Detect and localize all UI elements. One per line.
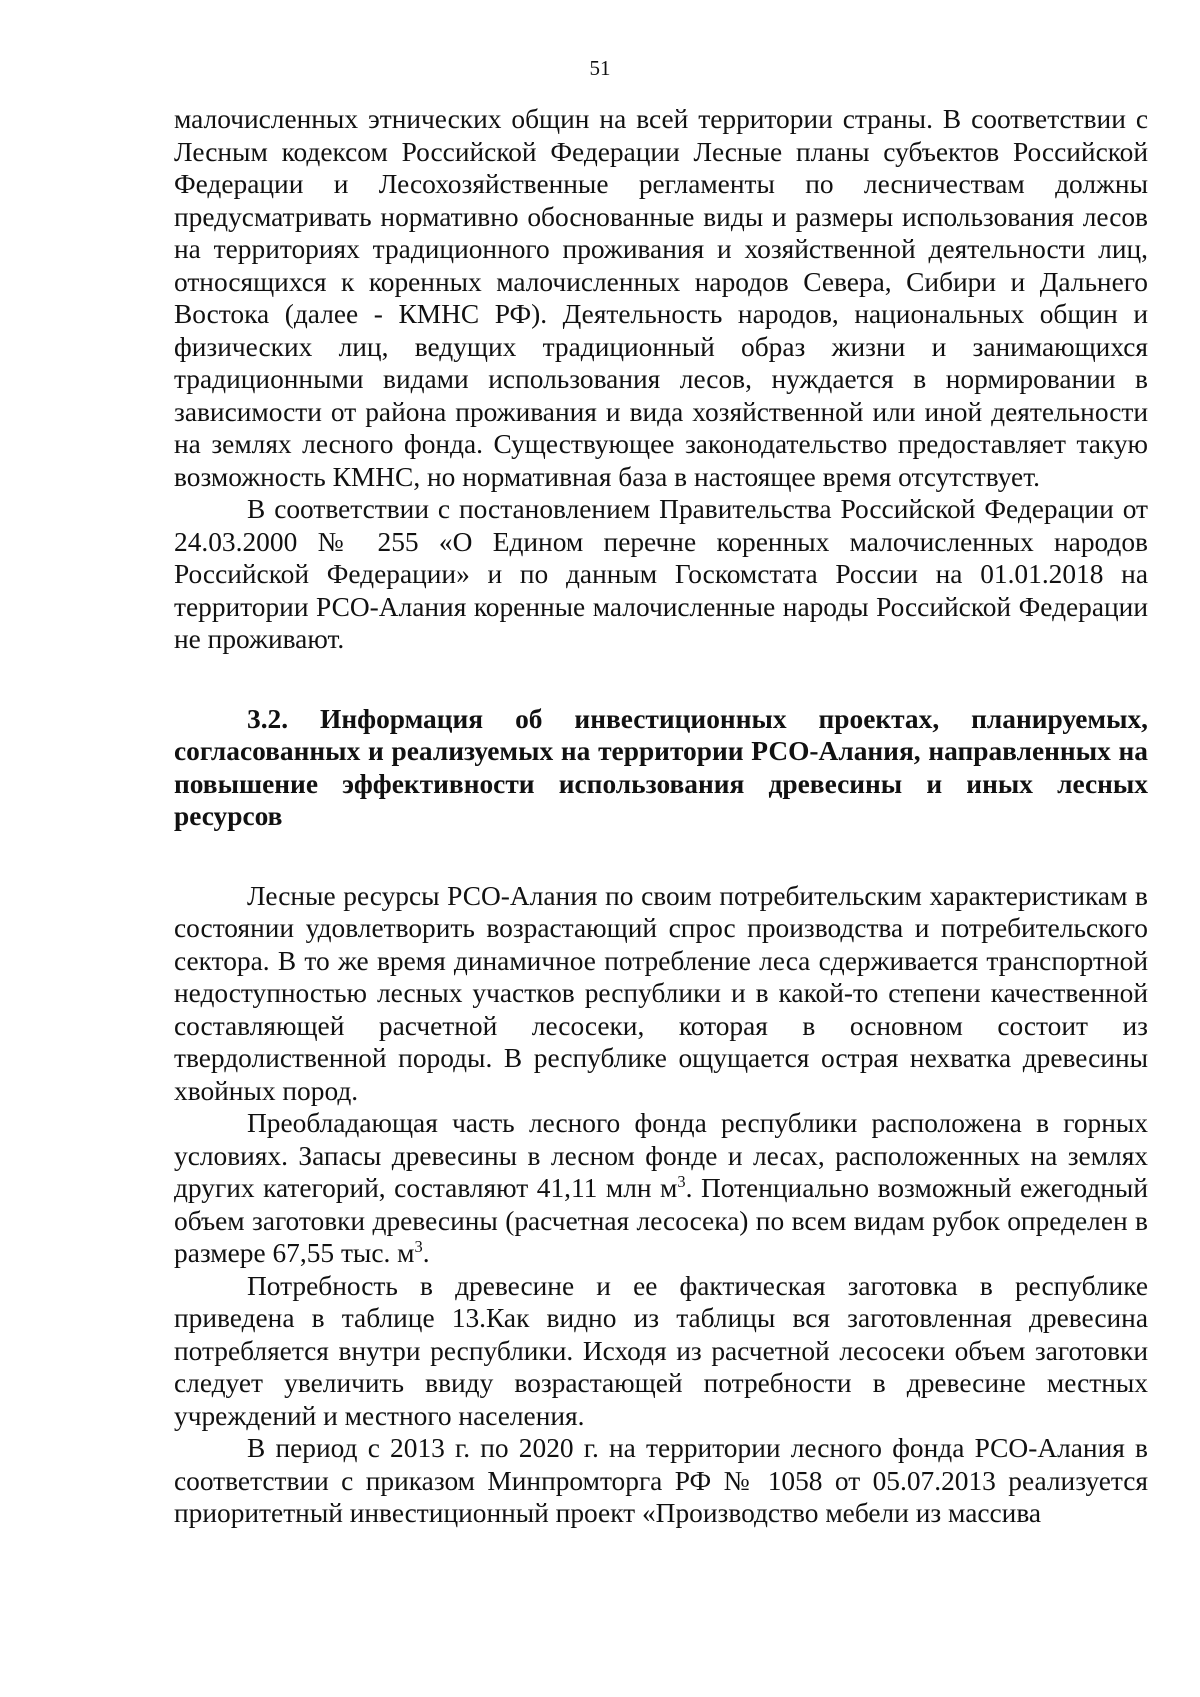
paragraph-investment-project: В период с 2013 г. по 2020 г. на территории лесного фонда РСО-Алания в соответствии с приказом Минпромторга РФ № 1058 от 05.07.2013 реализуется приоритетный инвестиционный проект «Производство мебели из массива	[174, 1433, 1148, 1528]
cubic-superscript: 3	[677, 1171, 686, 1191]
document-body	[174, 103, 1148, 1530]
timber-stock-text-a: Преобладающая часть лесного фонда республики расположена в горных условиях. Запасы древесины в лесном фонде и лесах, расположенных на землях других категорий, составляют 41,11 млн м	[174, 1108, 1148, 1203]
section-heading-3-2: 3.2. Информация об инвестиционных проектах, планируемых, согласованных и реализуемых на территории РСО-Алания, направленных на повышение эффективности использования древесины и иных лесных ресурсов	[174, 703, 1148, 831]
paragraph-government-decree: В соответствии с постановлением Правительства Российской Федерации от 24.03.2000 № 255 «О Едином перечне коренных малочисленных народов Российской Федерации» и по данным Госкомстата России на 01.01.2018 на территории РСО-Алания коренные малочисленные народы Российской Федерации не проживают.	[174, 494, 1148, 654]
paragraph-kmns-forest-use: малочисленных этнических общин на всей территории страны. В соответствии с Лесным кодексом Российской Федерации Лесные планы субъектов Российской Федерации и Лесохозяйственные регламенты по лесничествам должны предусматривать нормативно обоснованные виды и размеры использования лесов на территориях традиционного проживания и хозяйственной деятельности лиц, относящихся к коренных малочисленных народов Севера, Сибири и Дальнего Востока (далее - КМНС РФ). Деятельность народов, национальных общин и физических лиц, ведущих традиционный образ жизни и занимающихся традиционными видами использования лесов, нуждается в нормировании в зависимости от района проживания и вида хозяйственной или иной деятельности на землях лесного фонда. Существующее законодательство предоставляет такую возможность КМНС, но нормативная база в настоящее время отсутствует.	[174, 104, 1148, 492]
timber-stock-text-b: . Потенциально возможный ежегодный объем заготовки древесины (расчетная лесосека) по всем видам рубок определен в размере 67,55 тыс. м	[174, 1173, 1148, 1268]
cubic-superscript: 3	[414, 1236, 423, 1256]
page-number: 51	[589, 56, 611, 80]
paragraph-timber-demand: Потребность в древесине и ее фактическая заготовка в республике приведена в таблице 13.Как видно из таблицы вся заготовленная древесина потребляется внутри республики. Исходя из расчетной лесосеки объем заготовки следует увеличить ввиду возрастающей потребности в древесине местных учреждений и местного населения.	[174, 1270, 1148, 1431]
paragraph-timber-stock	[174, 1107, 1148, 1270]
timber-stock-text-c: .	[422, 1238, 430, 1268]
paragraph-forest-resources: Лесные ресурсы РСО-Алания по своим потребительским характеристикам в состоянии удовлетворить возрастающий спрос производства и потребительского сектора. В то же время динамичное потребление леса сдерживается транспортной недоступностью лесных участков республики и в какой-то степени качественной составляющей расчетной лесосеки, которая в основном состоит из твердолиственной породы. В республике ощущается острая нехватка древесины хвойных пород.	[174, 880, 1148, 1106]
